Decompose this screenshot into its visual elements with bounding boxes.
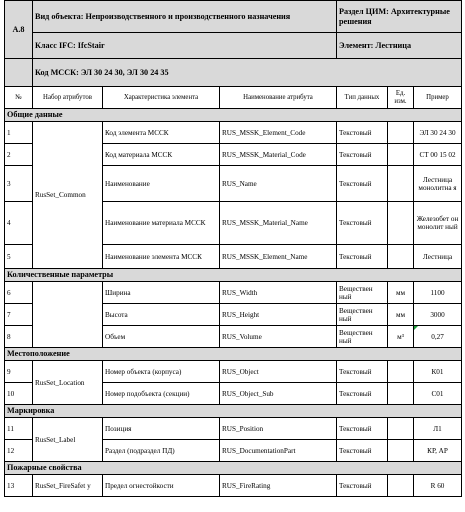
element-name: Элемент: Лестница bbox=[337, 33, 462, 59]
header-row-2 bbox=[5, 33, 462, 59]
section-title: Пожарные свойства bbox=[5, 462, 462, 475]
attribute-set: RusSet_Common bbox=[33, 122, 103, 269]
mssk-code: Код МССК: ЭЛ 30 24 30, ЭЛ 30 24 35 bbox=[33, 59, 462, 87]
table-row: 1 RusSet_Common Код элемента МССК RUS_MSSK_Element_Code Текстовый ЭЛ 30 24 30 bbox=[5, 122, 462, 144]
col-header-characteristic: Характеристика элемента bbox=[103, 87, 220, 109]
section-row bbox=[5, 109, 462, 122]
table-row: 6 Ширина RUS_Width Веществен ный мм 1100 bbox=[5, 282, 462, 304]
sheet-code: А.8 bbox=[5, 1, 33, 59]
col-header-type: Тип данных bbox=[337, 87, 388, 109]
table-row: 10 Номер подобъекта (секции) RUS_Object_Sub Текстовый С01 bbox=[5, 383, 462, 405]
col-header-unit: Ед. изм. bbox=[388, 87, 414, 109]
section-title: Маркировка bbox=[5, 405, 462, 418]
section-row bbox=[5, 405, 462, 418]
section-title: Местоположение bbox=[5, 348, 462, 361]
section-row bbox=[5, 269, 462, 282]
attribute-set bbox=[33, 282, 103, 348]
table-row: 12 Раздел (подраздел ПД) RUS_DocumentationPart Текстовый КР, АР bbox=[5, 440, 462, 462]
section-title: Общие данные bbox=[5, 109, 462, 122]
table-row: 8 Объем RUS_Volume Веществен ный м³ 0,27 bbox=[5, 326, 462, 348]
table-row: 4 Наименование материала МССК RUS_MSSK_Material_Name Текстовый Железобет он монолит ный bbox=[5, 202, 462, 245]
table-body bbox=[5, 1, 462, 497]
table-row: 9 RusSet_Location Номер объекта (корпуса) RUS_Object Текстовый К01 bbox=[5, 361, 462, 383]
header-row-3 bbox=[5, 59, 462, 87]
col-header-example: Пример bbox=[414, 87, 462, 109]
column-header-row bbox=[5, 87, 462, 109]
col-header-set: Набор атрибутов bbox=[33, 87, 103, 109]
attribute-set: RusSet_Label bbox=[33, 418, 103, 462]
col-header-attribute: Наименование атрибута bbox=[220, 87, 337, 109]
ifc-class: Класс IFC: IfcStair bbox=[33, 33, 337, 59]
attribute-sheet bbox=[4, 0, 461, 497]
table-row: 5 Наименование элемента МССК RUS_MSSK_Element_Name Текстовый Лестница bbox=[5, 245, 462, 269]
table-row: 2 Код материала МССК RUS_MSSK_Material_Code Текстовый СТ 00 15 02 bbox=[5, 144, 462, 166]
attribute-set: RusSet_Location bbox=[33, 361, 103, 405]
section-title: Количественные параметры bbox=[5, 269, 462, 282]
header-row-1 bbox=[5, 1, 462, 33]
table-row: 3 Наименование RUS_Name Текстовый Лестница монолитна я bbox=[5, 166, 462, 202]
table-row: 13 RusSet_FireSafet y Предел огнестойкости RUS_FireRating Текстовый R 60 bbox=[5, 475, 462, 497]
section-row bbox=[5, 462, 462, 475]
model-section: Раздел ЦИМ: Архитектурные решения bbox=[337, 1, 462, 33]
attribute-set: RusSet_FireSafet y bbox=[33, 475, 103, 497]
table-row: 7 Высота RUS_Height Веществен ный мм 3000 bbox=[5, 304, 462, 326]
attribute-table bbox=[4, 0, 462, 497]
col-header-number: № bbox=[5, 87, 33, 109]
object-type: Вид объекта: Непроизводственного и производственного назначения bbox=[33, 1, 337, 33]
section-row bbox=[5, 348, 462, 361]
table-row: 11 RusSet_Label Позиция RUS_Position Текстовый Л1 bbox=[5, 418, 462, 440]
